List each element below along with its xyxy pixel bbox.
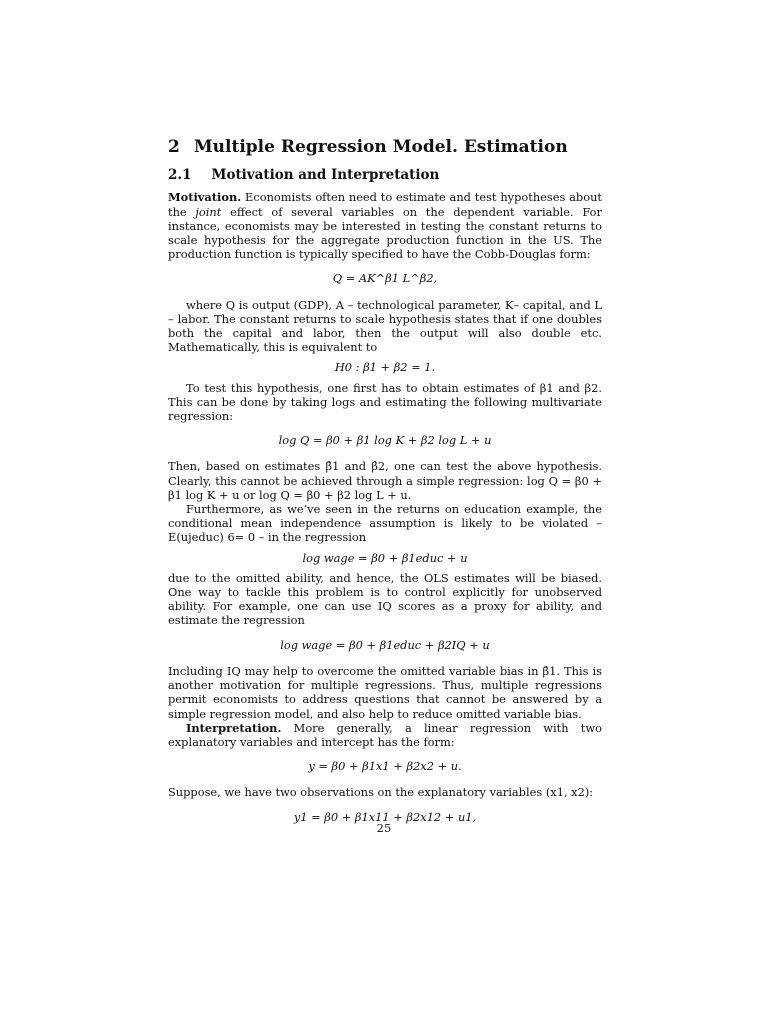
paragraph-6: due to the omitted ability, and hence, the OLS estimates will be biased. One way to tackle this problem is to control explicitly for unobserved ability. For example, one can use IQ scores as a proxy for ability, and estimate the regression — [168, 570, 602, 628]
page-number: 25 — [376, 821, 392, 835]
paragraph-4: Then, based on estimates β̂1 and β̂2, one can test the above hypothesis. Clearly, this cannot be achieved through a simple regression: log Q = β0 + β1 log K + u or log Q = β0 + β2 log L + u. — [168, 459, 602, 502]
subsection-title: Motivation and Interpretation — [211, 167, 440, 184]
equation-wage-1: log wage = β0 + β1educ + u — [302, 550, 468, 565]
section-heading — [168, 137, 602, 157]
equation-log-q: log Q = β0 + β1 log K + β2 log L + u — [278, 433, 492, 448]
interpretation-lead: Interpretation. — [186, 720, 282, 735]
paragraph-5: Furthermore, as we’ve seen in the returns on education example, the conditional mean independence assumption is likely to be violated –E(ujeduc) 6= 0 – in the regression — [168, 502, 602, 545]
section-number: 2 — [168, 137, 180, 157]
page-body — [168, 137, 602, 836]
equation-y: y = β0 + β1x1 + β2x2 + u. — [308, 759, 462, 774]
paragraph-interpretation: Interpretation. More generally, a linear regression with two explanatory variables and intercept has the form: — [168, 720, 602, 749]
motivation-lead: Motivation. — [168, 190, 242, 205]
equation-wage-2: log wage = β0 + β1educ + β2IQ + u — [280, 637, 490, 652]
section-title: Multiple Regression Model. Estimation — [193, 137, 568, 157]
paragraph-motivation: Motivation. Economists often need to estimate and test hypotheses about the joint effect of several variables on the dependent variable. For instance, economists may be interested in testing the constant returns to scale hypothesis for the aggregate production function in the US. The production function is typically specified to have the Cobb-Douglas form: — [168, 190, 602, 262]
paragraph-9: Suppose, we have two observations on the explanatory variables (x1, x2): — [168, 785, 594, 800]
equation-cobb-douglas: Q = AK^β1 L^β2, — [332, 271, 438, 286]
paragraph-3: To test this hypothesis, one first has to obtain estimates of β1 and β2. This can be done by taking logs and estimating the following multivariate regression: — [168, 380, 602, 424]
paragraph-7: Including IQ may help to overcome the omitted variable bias in β̂1. This is another motivation for multiple regressions. Thus, multiple regressions permit economists to address questions that cannot be answered by a simple regression model, and also help to reduce omitted variable bias. — [168, 663, 602, 721]
equation-y1: y1 = β0 + β1x11 + β2x12 + u1, — [293, 809, 477, 824]
paragraph-2: where Q is output (GDP), A – technological parameter, K– capital, and L – labor. The constant returns to scale hypothesis states that if one doubles both the capital and labor, then the output will also double etc. Mathematically, this is equivalent to — [168, 297, 602, 355]
subsection-heading — [168, 168, 602, 182]
equation-h0: H0 : β1 + β2 = 1. — [334, 360, 436, 375]
subsection-number: 2.1 — [168, 167, 192, 184]
